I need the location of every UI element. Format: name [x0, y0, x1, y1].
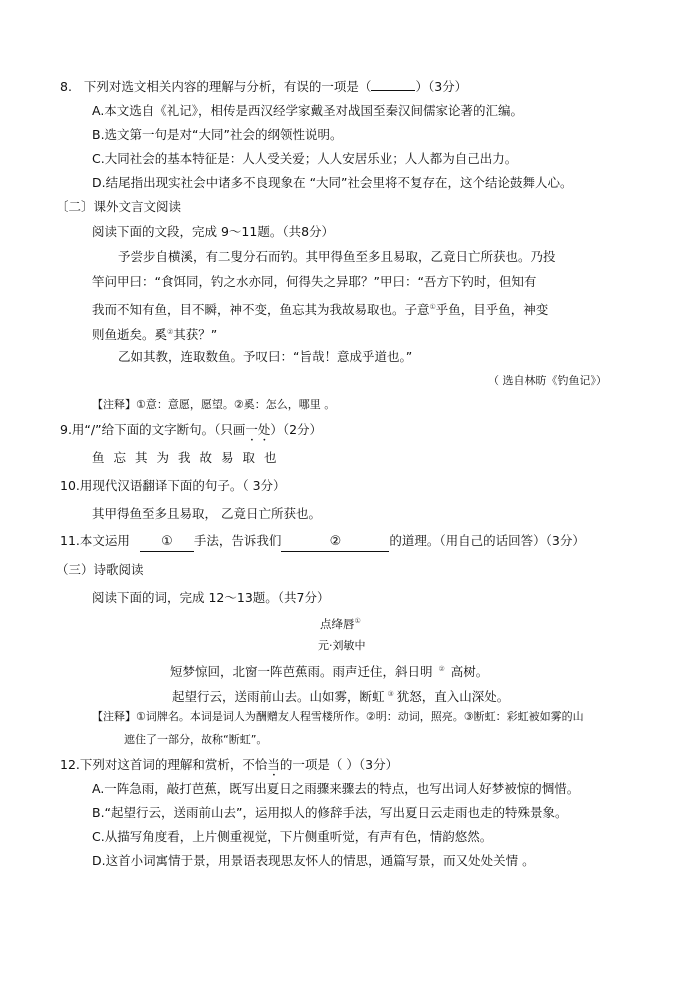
q11-mid: 手法，告诉我们 — [193, 533, 282, 548]
q12-option-d: D.这首小词寓情于景，用景语表现思友怀人的情思，通篇写景，而又处处关情 。 — [92, 853, 535, 868]
q10-sentence: 其甲得鱼至多且易取， 乙竟日亡所获也。 — [92, 506, 321, 521]
q9-emph: 一处 — [245, 422, 271, 437]
q12-suffix: 的一项是（ ）（3分） — [279, 757, 399, 772]
note-ref-1: ① — [429, 303, 436, 311]
poem-line-1b: 高树。 — [450, 664, 489, 680]
poem-notes-text-1: ①词牌名。本词是词人为酬赠友人程雪楼所作。②明：动词，照亮。③断虹：彩虹被如雾的山 — [136, 710, 584, 723]
poem-notes-label: 【注释】 — [92, 710, 136, 723]
q12-option-c: C.从描写角度看，上片侧重视觉，下片侧重听觉，有声有色，情韵悠然。 — [92, 829, 493, 844]
note-ref-2: ② — [167, 328, 174, 336]
poem-line-1 — [170, 660, 488, 681]
passage-line-2: 竿问甲曰：“食饵同，钓之水亦同，何得失之异耶？”甲曰：“吾方下钓时，但知有 — [92, 274, 537, 289]
q12-option-b: B.“起望行云，送雨前山去”，运用拟人的修辞手法，写出夏日云走雨也走的特殊景象。 — [92, 805, 568, 820]
notes-label: 【注释】 — [92, 398, 136, 411]
section3-intro: 阅读下面的词，完成 12～13题。（共7分） — [92, 590, 330, 605]
section2-intro: 阅读下面的文段，完成 9～11题。（共8分） — [92, 224, 335, 239]
q11-prefix: 11.本文运用 — [60, 533, 130, 548]
poem-line-2a: 起望行云，送雨前山去。山如雾，断虹 — [172, 689, 385, 705]
q11-blank-1: ① — [140, 533, 194, 552]
q12-emph: 当 — [267, 757, 280, 772]
q8-stem — [60, 78, 467, 96]
section2-heading: 〔二〕课外文言文阅读 — [56, 199, 182, 214]
poem-title-note: ① — [354, 617, 361, 625]
q9-stem — [60, 421, 322, 444]
notes-text: ①意：意愿，愿望。②奚：怎么，哪里 。 — [136, 398, 336, 411]
poem-line-2 — [172, 685, 509, 706]
q10-stem: 10.用现代汉语翻译下面的句子。（ 3分） — [60, 478, 286, 493]
poem-line-1a: 短梦惊回，北窗一阵芭蕉雨。雨声迁住，斜日明 — [170, 664, 433, 680]
passage-line-1: 予尝步自横溪，有二叟分石而钓。其甲得鱼至多且易取，乙竟日亡所获也。乃投 — [118, 249, 556, 264]
poem-notes-1 — [92, 708, 584, 726]
q8-blank — [371, 90, 415, 91]
q11-suffix: 的道理。（用自己的话回答）（3分） — [389, 533, 585, 548]
q8-option-b: B.选文第一句是对“大同”社会的纲领性说明。 — [92, 127, 343, 142]
poem-line-2b: 犹怒，直入山深处。 — [396, 689, 510, 705]
passage-line-3 — [92, 298, 548, 319]
q11-blank-2: ② — [281, 533, 389, 552]
q9-sentence: 鱼忘其为我故易取也 — [92, 450, 286, 465]
poem-note-2: ② — [438, 665, 445, 673]
passage-line-4 — [92, 323, 217, 344]
poem-author: 元·刘敏中 — [318, 639, 366, 652]
section3-heading: （三）诗歌阅读 — [56, 562, 144, 577]
q8-option-a: A.本文选自《礼记》，相传是西汉经学家戴圣对战国至秦汉间儒家论著的汇编。 — [92, 103, 524, 118]
passage-line-4b: 其获？” — [173, 327, 218, 343]
passage-source: （ 选自林昉《钓鱼记》） — [488, 374, 607, 387]
poem-note-3: ③ — [387, 690, 394, 698]
q8-stem-end: ）（3分） — [415, 79, 468, 94]
passage-line-3b: 乎鱼，目乎鱼，神变 — [435, 302, 549, 318]
q8-stem-text: 下列对选文相关内容的理解与分析，有误的一项是（ — [83, 79, 372, 94]
q9-suffix: ）（2分） — [270, 422, 323, 437]
poem-notes-2: 遮住了一部分，故称“断虹”。 — [124, 733, 268, 746]
q9-prefix: 9.用“/”给下面的文字断句。（只画 — [60, 422, 246, 437]
poem-title — [320, 612, 361, 633]
q12-option-a: A.一阵急雨，敲打芭蕉，既写出夏日之雨骤来骤去的特点，也写出词人好梦被惊的惆惜。 — [92, 781, 580, 796]
passage-notes — [92, 396, 335, 414]
q12-stem — [60, 756, 398, 779]
q12-prefix: 12.下列对这首词的理解和赏析，不恰 — [60, 757, 268, 772]
q8-option-c: C.大同社会的基本特征是：人人受关爱；人人安居乐业；人人都为自己出力。 — [92, 151, 518, 166]
passage-line-5: 乙如其教，连取数鱼。予叹曰：“旨哉！意成乎道也。” — [118, 349, 413, 364]
q8-number: 8. — [60, 79, 72, 94]
passage-line-4a: 则鱼逝矣。奚 — [92, 327, 168, 343]
poem-title-text: 点绛唇 — [320, 616, 355, 631]
q11-stem — [60, 532, 585, 552]
passage-line-3a: 我而不知有鱼，目不瞬，神不变，鱼忘其为我故易取也。子意 — [92, 302, 430, 318]
q8-option-d: D.结尾指出现实社会中诸多不良现象在 “大同”社会里将不复存在，这个结论鼓舞人心。 — [92, 175, 573, 190]
